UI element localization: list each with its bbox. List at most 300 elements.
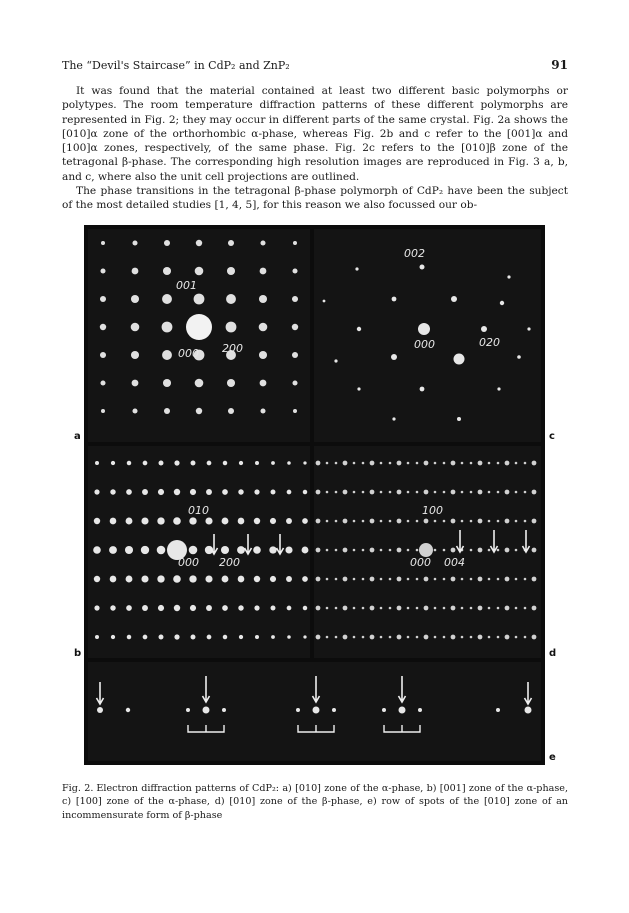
diffraction-spot (443, 491, 446, 494)
caption-label: Fig. 2. (62, 783, 94, 794)
diffraction-spot (228, 240, 234, 246)
diffraction-spot (496, 708, 500, 712)
diffraction-spot (451, 461, 456, 466)
diffraction-spot (238, 518, 245, 525)
diffraction-spot (532, 635, 537, 640)
diffraction-spot (424, 577, 429, 582)
diffraction-spot (163, 379, 171, 387)
diffraction-spot (260, 408, 265, 413)
diffraction-spot (190, 489, 196, 495)
diffraction-spot (191, 635, 196, 640)
diffraction-spot (515, 549, 518, 552)
diffraction-spot (335, 520, 338, 523)
arrow-marker (491, 530, 498, 552)
diffraction-spot (132, 268, 139, 275)
diffraction-spot (157, 546, 166, 555)
diffraction-spot (292, 324, 298, 330)
panel-d-diffraction (314, 446, 541, 658)
arrow-marker (203, 676, 210, 702)
diffraction-spot (470, 462, 473, 465)
diffraction-spot (389, 520, 392, 523)
diffraction-spot (478, 519, 483, 524)
diffraction-spot (226, 322, 237, 333)
diffraction-spot (380, 578, 383, 581)
diffraction-spot (343, 519, 348, 524)
diffraction-spot (470, 549, 473, 552)
diffraction-spot (443, 578, 446, 581)
diffraction-spot (238, 605, 243, 610)
diffraction-spot (205, 575, 212, 582)
diffraction-spot (362, 462, 365, 465)
diffraction-spot (424, 635, 429, 640)
diffraction-spot (131, 323, 140, 332)
diffraction-spot (478, 635, 483, 640)
diffraction-spot (141, 546, 149, 554)
arrow-marker (525, 682, 532, 704)
diffraction-spot (126, 489, 132, 495)
arrow-marker (211, 534, 218, 554)
diffraction-spot (93, 546, 101, 554)
arrow-marker (245, 534, 252, 554)
diffraction-spot (424, 490, 429, 495)
diffraction-spot (481, 326, 487, 332)
diffraction-spot (416, 549, 419, 552)
diffraction-spot (451, 548, 456, 553)
diffraction-spot (162, 322, 173, 333)
diffraction-spot (399, 707, 406, 714)
diffraction-spot (223, 461, 227, 465)
diffraction-spot (142, 489, 148, 495)
diffraction-spot (254, 489, 259, 494)
diffraction-spot (253, 546, 261, 554)
diffraction-spot (515, 636, 518, 639)
diffraction-spot (391, 354, 397, 360)
figure-caption (62, 782, 568, 822)
diffraction-spot (353, 578, 356, 581)
diffraction-spot (451, 577, 456, 582)
diffraction-spot (269, 546, 276, 553)
diffraction-spot (397, 519, 402, 524)
diffraction-spot (326, 462, 329, 465)
diffraction-spot (362, 491, 365, 494)
diffraction-spot (206, 605, 212, 611)
panel-a-label-right: 200 (222, 342, 243, 355)
diffraction-spot (260, 268, 267, 275)
diffraction-spot (157, 575, 164, 582)
diffraction-spot (196, 408, 202, 414)
diffraction-spot (159, 461, 164, 466)
diffraction-spot (524, 607, 527, 610)
diffraction-spot (260, 240, 265, 245)
diffraction-spot (195, 267, 204, 276)
diffraction-spot (143, 635, 148, 640)
diffraction-spot (470, 607, 473, 610)
diffraction-spot (237, 546, 245, 554)
diffraction-spot (316, 461, 321, 466)
diffraction-spot (126, 605, 132, 611)
caption-text: Electron diffraction patterns of CdP₂: a) [010] zone of the α-phase, b) [001] zone of the α-phase, c) [100] zone of the α-phase, d) [010] zone of the β-phase, e) row of spots of the [010] zone of an incommensurate form of β-phase (62, 783, 568, 821)
diffraction-spot (515, 520, 518, 523)
page-number: 91 (551, 58, 568, 72)
diffraction-spot (255, 461, 259, 465)
diffraction-spot (164, 240, 170, 246)
diffraction-spot (194, 294, 205, 305)
arrow-marker (457, 530, 464, 552)
diffraction-spot (158, 489, 164, 495)
diffraction-spot (524, 520, 527, 523)
diffraction-spot (313, 707, 320, 714)
diffraction-spot (335, 462, 338, 465)
diffraction-spot (227, 267, 235, 275)
diffraction-spot (100, 324, 106, 330)
diffraction-spot (507, 275, 510, 278)
diffraction-spot (141, 575, 148, 582)
diffraction-spot (255, 635, 259, 639)
diffraction-spot (397, 577, 402, 582)
diffraction-spot (380, 491, 383, 494)
diffraction-spot (380, 462, 383, 465)
diffraction-spot (126, 708, 130, 712)
diffraction-spot (497, 462, 500, 465)
diffraction-spot (326, 520, 329, 523)
diffraction-spot (173, 575, 181, 583)
diffraction-spot (443, 520, 446, 523)
diffraction-spot (293, 241, 297, 245)
diffraction-spot (286, 576, 292, 582)
diffraction-spot (316, 606, 321, 611)
diffraction-spot (380, 549, 383, 552)
diffraction-spot (332, 708, 336, 712)
diffraction-spot (424, 606, 429, 611)
diffraction-spot (259, 323, 268, 332)
diffraction-spot (189, 575, 196, 582)
diffraction-spot (94, 605, 99, 610)
diffraction-spot (524, 491, 527, 494)
diffraction-spot (418, 323, 430, 335)
diffraction-spot (254, 518, 260, 524)
diffraction-spot (111, 635, 115, 639)
panel-letter-e: e (549, 752, 556, 763)
diffraction-spot (517, 355, 521, 359)
diffraction-spot (532, 519, 537, 524)
diffraction-spot (397, 461, 402, 466)
diffraction-spot (497, 549, 500, 552)
diffraction-spot (488, 462, 491, 465)
diffraction-spot (238, 576, 245, 583)
diffraction-spot (515, 578, 518, 581)
diffraction-spot (407, 491, 410, 494)
diffraction-spot (302, 576, 308, 582)
diffraction-spot (296, 708, 300, 712)
diffraction-spot (353, 636, 356, 639)
diffraction-spot (239, 635, 243, 639)
diffraction-spot (497, 607, 500, 610)
diffraction-spot (335, 549, 338, 552)
diffraction-spot (434, 520, 437, 523)
panel-c-label-top: 002 (404, 247, 425, 260)
diffraction-spot (532, 577, 537, 582)
diffraction-spot (497, 491, 500, 494)
diffraction-spot (505, 577, 510, 582)
diffraction-spot (454, 354, 465, 365)
diffraction-spot (142, 605, 148, 611)
diffraction-spot (488, 578, 491, 581)
diffraction-spot (94, 518, 100, 524)
diffraction-spot (316, 635, 321, 640)
figure-2-plate (84, 225, 545, 765)
diffraction-spot (239, 461, 243, 465)
diffraction-spot (326, 636, 329, 639)
diffraction-spot (174, 460, 179, 465)
diffraction-spot (222, 576, 229, 583)
diffraction-spot (525, 707, 532, 714)
diffraction-spot (451, 606, 456, 611)
running-head (62, 58, 568, 72)
diffraction-spot (343, 635, 348, 640)
diffraction-spot (110, 518, 117, 525)
diffraction-spot (470, 578, 473, 581)
running-head-title: The “Devil's Staircase” in CdP₂ and ZnP₂ (62, 59, 290, 72)
diffraction-spot (443, 607, 446, 610)
diffraction-spot (505, 490, 510, 495)
diffraction-spot (292, 268, 297, 273)
diffraction-spot (271, 461, 275, 465)
diffraction-spot (271, 606, 276, 611)
diffraction-spot (397, 635, 402, 640)
diffraction-spot (420, 387, 425, 392)
diffraction-spot (416, 491, 419, 494)
diffraction-spot (335, 607, 338, 610)
diffraction-spot (335, 636, 338, 639)
panel-a-label-upper: 001 (176, 279, 197, 292)
diffraction-spot (287, 635, 291, 639)
diffraction-spot (127, 461, 131, 465)
diffraction-spot (497, 520, 500, 523)
diffraction-spot (524, 578, 527, 581)
diffraction-spot (434, 607, 437, 610)
diffraction-spot (207, 635, 212, 640)
diffraction-spot (461, 520, 464, 523)
diffraction-spot (532, 461, 537, 466)
diffraction-spot (478, 490, 483, 495)
diffraction-spot (397, 548, 402, 553)
diffraction-spot (286, 518, 292, 524)
diffraction-spot (343, 548, 348, 553)
diffraction-spot (343, 490, 348, 495)
arrow-marker (277, 534, 284, 554)
bracket-marker (188, 725, 224, 732)
diffraction-spot (515, 462, 518, 465)
panel-letter-d: d (549, 648, 557, 659)
diffraction-spot (362, 636, 365, 639)
diffraction-spot (190, 605, 196, 611)
diffraction-spot (532, 606, 537, 611)
diffraction-spot (515, 607, 518, 610)
diffraction-spot (424, 461, 429, 466)
diffraction-spot (316, 519, 321, 524)
diffraction-spot (131, 351, 139, 359)
diffraction-spot (407, 636, 410, 639)
panel-b-label-upper: 010 (188, 504, 209, 517)
diffraction-spot (343, 461, 348, 466)
bracket-marker (384, 725, 420, 732)
diffraction-spot (162, 294, 172, 304)
diffraction-spot (326, 607, 329, 610)
diffraction-spot (443, 636, 446, 639)
diffraction-spot (287, 461, 291, 465)
diffraction-spot (389, 578, 392, 581)
diffraction-spot (382, 708, 386, 712)
diffraction-spot (326, 578, 329, 581)
diffraction-spot (259, 351, 267, 359)
diffraction-spot (110, 605, 115, 610)
diffraction-spot (316, 490, 321, 495)
diffraction-spot (353, 491, 356, 494)
diffraction-spot (416, 520, 419, 523)
diffraction-spot (532, 548, 537, 553)
diffraction-spot (362, 520, 365, 523)
diffraction-spot (470, 491, 473, 494)
diffraction-spot (221, 546, 229, 554)
diffraction-spot (380, 636, 383, 639)
diffraction-spot (532, 490, 537, 495)
diffraction-spot (488, 607, 491, 610)
diffraction-spot (488, 549, 491, 552)
diffraction-spot (370, 548, 375, 553)
diffraction-spot (94, 576, 100, 582)
diffraction-spot (461, 636, 464, 639)
diffraction-spot (524, 636, 527, 639)
diffraction-spot (505, 461, 510, 466)
diffraction-spot (505, 635, 510, 640)
diffraction-spot (292, 352, 298, 358)
diffraction-spot (389, 491, 392, 494)
diffraction-spot (416, 578, 419, 581)
diffraction-spot (488, 636, 491, 639)
diffraction-spot (205, 517, 212, 524)
diffraction-spot (443, 462, 446, 465)
diffraction-spot (434, 578, 437, 581)
diffraction-spot (287, 606, 292, 611)
diffraction-spot (228, 408, 234, 414)
panel-b-label-right: 200 (219, 556, 240, 569)
diffraction-spot (389, 549, 392, 552)
diffraction-spot (443, 549, 446, 552)
diffraction-spot (316, 548, 321, 553)
panel-c-label-origin: 000 (414, 338, 435, 351)
diffraction-spot (203, 707, 210, 714)
diffraction-spot (95, 461, 99, 465)
arrow-marker (399, 676, 406, 702)
panel-d-pattern (314, 446, 541, 658)
diffraction-spot (461, 607, 464, 610)
diffraction-spot (370, 577, 375, 582)
diffraction-spot (407, 607, 410, 610)
diffraction-spot (254, 576, 260, 582)
diffraction-spot (362, 549, 365, 552)
body-text (62, 84, 568, 213)
bracket-marker (298, 725, 334, 732)
panel-letter-b: b (74, 648, 82, 659)
diffraction-spot (407, 520, 410, 523)
diffraction-spot (343, 606, 348, 611)
diffraction-spot (100, 352, 106, 358)
diffraction-spot (285, 546, 292, 553)
diffraction-spot (500, 301, 504, 305)
diffraction-spot (207, 461, 212, 466)
diffraction-spot (174, 605, 180, 611)
diffraction-spot (157, 517, 164, 524)
diffraction-spot (451, 296, 457, 302)
diffraction-spot (110, 576, 117, 583)
diffraction-spot (370, 606, 375, 611)
diffraction-spot (326, 491, 329, 494)
diffraction-spot (238, 489, 243, 494)
diffraction-spot (419, 543, 433, 557)
diffraction-spot (303, 490, 307, 494)
diffraction-spot (407, 549, 410, 552)
diffraction-spot (416, 607, 419, 610)
diffraction-spot (392, 417, 395, 420)
diffraction-spot (407, 578, 410, 581)
panel-d-label-right: 004 (444, 556, 465, 569)
diffraction-spot (174, 489, 180, 495)
panel-b-diffraction (88, 446, 310, 658)
diffraction-spot (195, 379, 204, 388)
diffraction-spot (94, 489, 99, 494)
diffraction-spot (101, 241, 105, 245)
arrow-marker (523, 530, 530, 552)
diffraction-spot (461, 578, 464, 581)
diffraction-spot (270, 576, 276, 582)
diffraction-spot (271, 490, 276, 495)
panel-a-label-origin: 000 (178, 347, 199, 360)
diffraction-spot (470, 520, 473, 523)
diffraction-spot (451, 519, 456, 524)
diffraction-spot (389, 462, 392, 465)
diffraction-spot (488, 491, 491, 494)
diffraction-spot (497, 387, 500, 390)
diffraction-spot (303, 606, 307, 610)
diffraction-spot (343, 577, 348, 582)
diffraction-spot (461, 462, 464, 465)
diffraction-spot (111, 461, 115, 465)
diffraction-spot (451, 635, 456, 640)
diffraction-spot (380, 520, 383, 523)
diffraction-spot (370, 635, 375, 640)
diffraction-spot (370, 461, 375, 466)
panel-d-label-upper: 100 (422, 504, 443, 517)
diffraction-spot (158, 605, 164, 611)
diffraction-spot (370, 490, 375, 495)
diffraction-spot (186, 708, 190, 712)
diffraction-spot (303, 635, 306, 638)
diffraction-spot (223, 635, 227, 639)
diffraction-spot (186, 314, 212, 340)
diffraction-spot (389, 607, 392, 610)
diffraction-spot (353, 549, 356, 552)
diffraction-spot (302, 547, 309, 554)
diffraction-spot (424, 519, 429, 524)
diffraction-spot (196, 240, 202, 246)
diffraction-spot (497, 578, 500, 581)
panel-e-pattern (88, 662, 541, 761)
diffraction-spot (416, 462, 419, 465)
diffraction-spot (362, 607, 365, 610)
diffraction-spot (173, 517, 181, 525)
diffraction-spot (222, 605, 228, 611)
diffraction-spot (206, 489, 212, 495)
